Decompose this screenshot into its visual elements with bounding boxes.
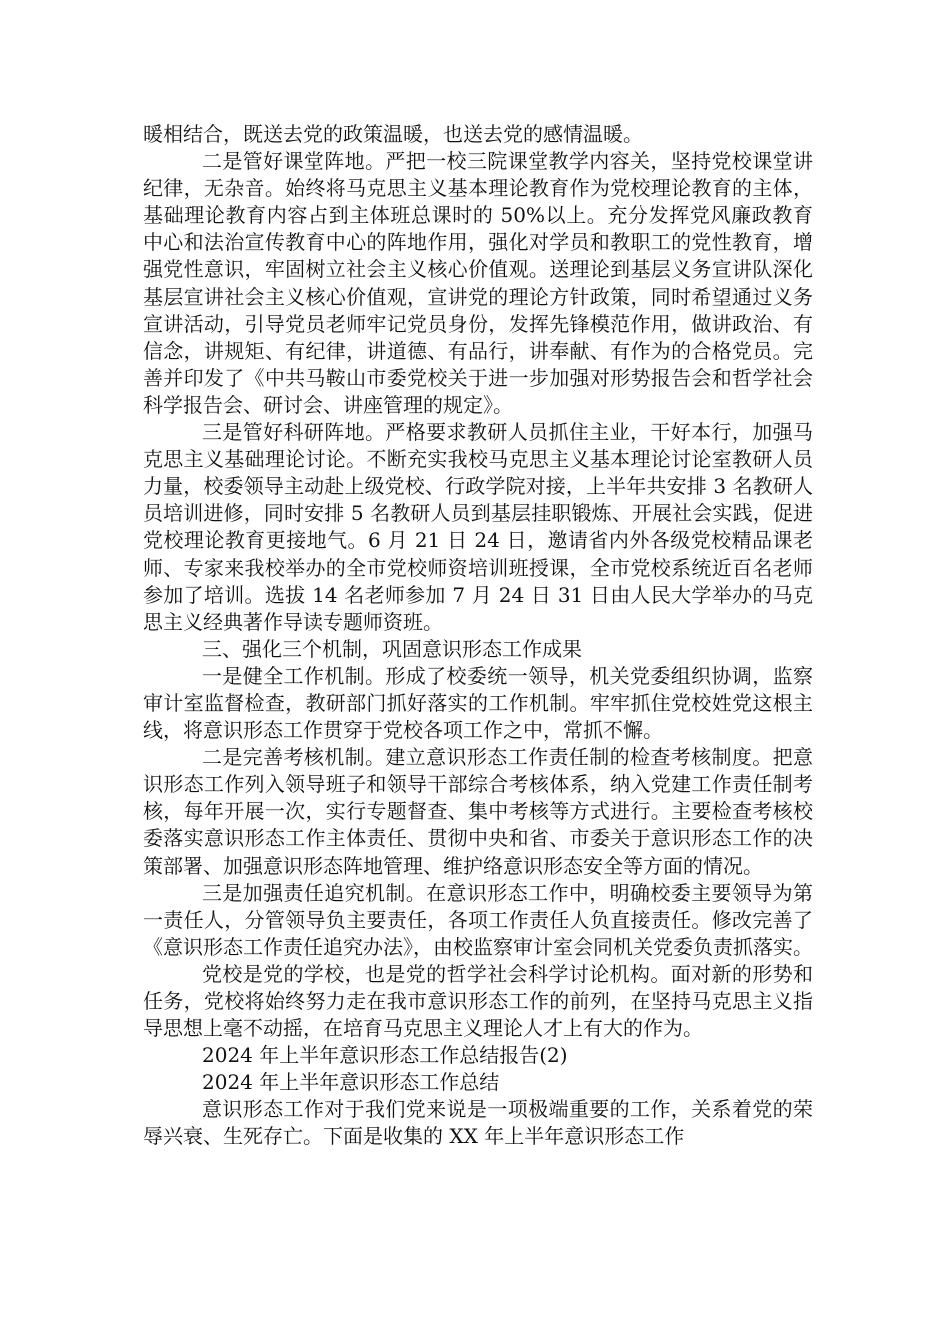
report-title: 2024 年上半年意识形态工作总结报告(2) [202,1043,568,1068]
section-heading-mechanisms: 三、强化三个机制，巩固意识形态工作成果 [202,636,582,661]
paragraph-assessment-mechanism: 二是完善考核机制。建立意识形态工作责任制的检查考核制度。把意识形态工作列入领导班子和领导干部综合考核体系，纳入党建工作责任制考核，每年开展一次，实行专题督查、集中考核等方式进行。主要检查考核校委落实意识形态工作主体责任、贯彻中央和省、市委关于意识形态工作的决策部署、加强意识形态阵地管理、维护络意识形态安全等方面的情况。 [143,745,813,878]
paragraph-intro: 意识形态工作对于我们党来说是一项极端重要的工作，关系着党的荣辱兴衰、生死存亡。下面是收集的 XX 年上半年意识形态工作 [143,1097,813,1149]
paragraph-conclusion: 党校是党的学校，也是党的哲学社会科学讨论机构。面对新的形势和任务，党校将始终努力走在我市意识形态工作的前列，在坚持马克思主义指导思想上毫不动摇，在培育马克思主义理论人才上有大的作为。 [143,961,813,1041]
paragraph-research: 三是管好科研阵地。严格要求教研人员抓住主业，干好本行，加强马克思主义基础理论讨论。不断充实我校马克思主义基本理论讨论室教研人员力量，校委领导主动赴上级党校、行政学院对接，上半年共安排 3 名教研人员培训进修，同时安排 5 名教研人员到基层挂职锻炼、开展社会实践，促进党校理论教育更接地气。6 月 21 日 24 日，邀请省内外各级党校精品课老师、专家来我校举办的全市党校师资培训班授课，全市党校系统近百名老师参加了培训。选拔 14 名老师参加 7 月 24 日 31 日由人民大学举办的马克思主义经典著作导读专题师资班。 [143,420,813,634]
paragraph-accountability-mechanism: 三是加强责任追究机制。在意识形态工作中，明确校委主要领导为第一责任人，分管领导负主要责任，各项工作责任人负直接责任。修改完善了《意识形态工作责任追究办法》，由校监察审计室会同机关党委负责抓落实。 [143,880,813,959]
report-subtitle: 2024 年上半年意识形态工作总结 [202,1070,500,1095]
document-body [143,121,813,1151]
paragraph-work-mechanism: 一是健全工作机制。形成了校委统一领导，机关党委组织协调，监察审计室监督检查，教研部门抓好落实的工作机制。牢牢抓住党校姓党这根主线，将意识形态工作贯穿于党校各项工作之中，常抓不懈。 [143,663,813,743]
paragraph-continued: 暖相结合，既送去党的政策温暖，也送去党的感情温暖。 [143,122,643,146]
paragraph-classroom: 二是管好课堂阵地。严把一校三院课堂教学内容关，坚持党校课堂讲纪律，无杂音。始终将马克思主义基本理论教育作为党校理论教育的主体，基础理论教育内容占到主体班总课时的 50%以上。充分发挥党风廉政教育中心和法治宣传教育中心的阵地作用，强化对学员和教职工的党性教育，增强党性意识，牢固树立社会主义核心价值观。送理论到基层义务宣讲队深化基层宣讲社会主义核心价值观，宣讲党的理论方针政策，同时希望通过义务宣讲活动，引导党员老师牢记党员身份，发挥先锋模范作用，做讲政治、有信念，讲规矩、有纪律，讲道德、有品行，讲奉献、有作为的合格党员。完善并印发了《中共马鞍山市委党校关于进一步加强对形势报告会和哲学社会科学报告会、研讨会、讲座管理的规定》。 [143,149,813,417]
